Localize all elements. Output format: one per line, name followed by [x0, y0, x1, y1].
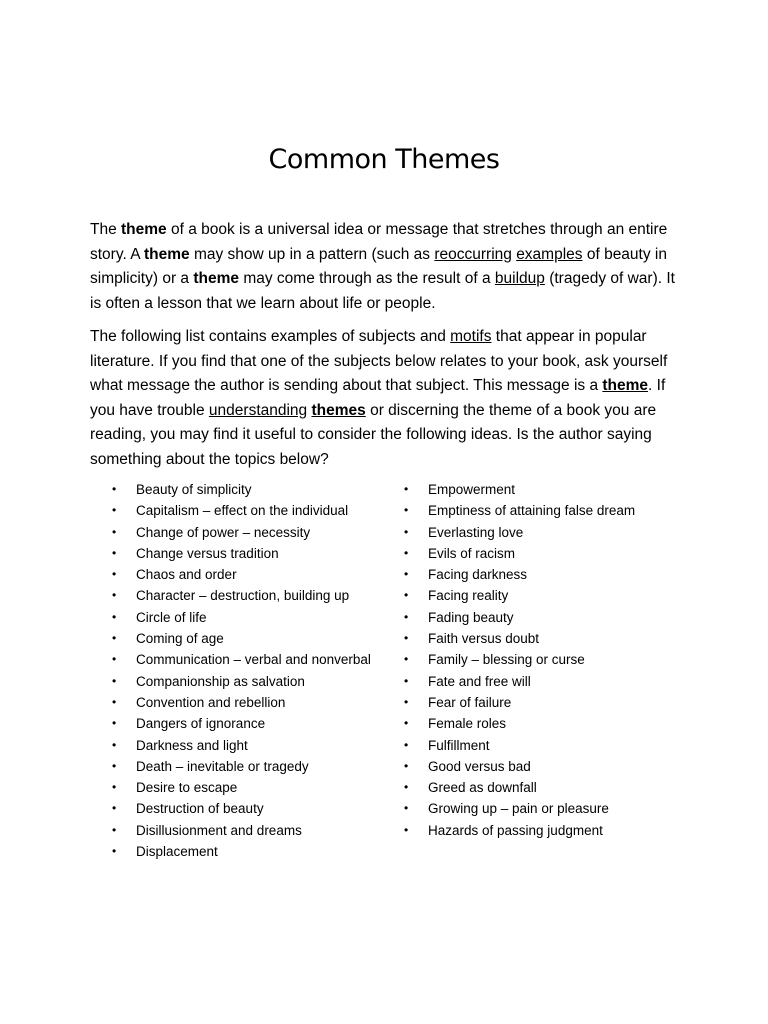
list-item-text: Fear of failure	[428, 694, 512, 710]
bullet-icon: •	[404, 780, 409, 795]
list-item	[112, 841, 371, 862]
list-item	[112, 713, 371, 734]
list-item-text: Empowerment	[428, 482, 516, 497]
list-item	[404, 713, 635, 734]
list-item	[112, 649, 371, 670]
list-item-text: Convention and rebellion	[136, 694, 286, 710]
list-item	[112, 777, 371, 798]
list-item-text: Disillusionment and dreams	[136, 822, 302, 838]
intro-paragraph: The theme of a book is a universal idea or message that stretches through an entire story. A theme may show up in a pattern (such as reoccurring examples of beauty in simplicity) or a theme may come through as the result of a buildup (tragedy of war). It is often a lesson that we learn about life or people.	[90, 221, 675, 312]
bullet-icon: •	[112, 609, 117, 624]
bullet-icon: •	[112, 694, 117, 709]
list-item	[112, 479, 371, 500]
list-item-text: Female roles	[428, 716, 507, 732]
list-item-text: Greed as downfall	[428, 780, 537, 796]
list-item	[404, 543, 635, 564]
list-item	[404, 564, 635, 585]
bullet-icon: •	[112, 567, 117, 582]
list-item-text: Companionship as salvation	[136, 673, 305, 689]
bullet-icon: •	[112, 482, 117, 496]
list-item-text: Circle of life	[136, 609, 207, 625]
bullet-icon: •	[404, 673, 409, 688]
list-item-text: Desire to escape	[136, 780, 238, 796]
list-item	[112, 756, 371, 777]
bullet-icon: •	[112, 652, 117, 667]
bullet-icon: •	[404, 609, 409, 624]
list-item	[404, 522, 635, 543]
list-item	[112, 500, 371, 521]
list-item	[404, 756, 635, 777]
bullet-icon: •	[404, 716, 409, 731]
list-item-text: Change of power – necessity	[136, 524, 311, 540]
list-item	[112, 564, 371, 585]
list-item	[404, 671, 635, 692]
bullet-icon: •	[404, 482, 409, 496]
list-item	[112, 671, 371, 692]
list-item	[112, 735, 371, 756]
bullet-icon: •	[112, 588, 117, 603]
bullet-icon: •	[404, 524, 409, 539]
list-item-text: Emptiness of attaining false dream	[428, 503, 636, 519]
bullet-icon: •	[404, 503, 409, 518]
list-item-text: Chaos and order	[136, 567, 237, 583]
bullet-icon: •	[112, 716, 117, 731]
list-item	[112, 543, 371, 564]
bullet-icon: •	[404, 801, 409, 816]
bullet-icon: •	[404, 822, 409, 837]
list-item	[404, 820, 635, 841]
bullet-icon: •	[112, 631, 117, 646]
list-item-text: Beauty of simplicity	[136, 482, 252, 497]
list-item	[404, 628, 635, 649]
bullet-icon: •	[112, 524, 117, 539]
list-item	[404, 479, 635, 500]
themes-list-right	[404, 479, 635, 841]
list-item	[404, 777, 635, 798]
list-item	[404, 500, 635, 521]
list-item	[404, 735, 635, 756]
list-item-text: Fading beauty	[428, 609, 514, 625]
page-title: Common Themes	[268, 144, 500, 175]
list-item-text: Everlasting love	[428, 524, 524, 540]
bullet-icon: •	[112, 801, 117, 816]
bullet-icon: •	[112, 822, 117, 837]
list-item	[404, 649, 635, 670]
list-item-text: Facing reality	[428, 588, 509, 604]
list-item-text: Darkness and light	[136, 737, 248, 753]
list-item	[112, 628, 371, 649]
list-item-text: Growing up – pain or pleasure	[428, 801, 609, 817]
bullet-icon: •	[404, 567, 409, 582]
bullet-icon: •	[404, 758, 409, 773]
list-item-text: Capitalism – effect on the individual	[136, 503, 349, 519]
list-item-text: Displacement	[136, 844, 218, 860]
list-item-text: Fulfillment	[428, 737, 490, 753]
list-item-text: Evils of racism	[428, 545, 516, 561]
list-item-text: Hazards of passing judgment	[428, 822, 603, 838]
list-item	[112, 585, 371, 606]
bullet-icon: •	[112, 503, 117, 518]
list-item	[404, 692, 635, 713]
list-item-text: Dangers of ignorance	[136, 716, 266, 732]
bullet-icon: •	[404, 737, 409, 752]
list-item	[112, 607, 371, 628]
bullet-icon: •	[112, 545, 117, 560]
bullet-icon: •	[112, 844, 117, 859]
list-item-text: Coming of age	[136, 631, 224, 647]
list-item-text: Change versus tradition	[136, 545, 279, 561]
list-intro-paragraph: The following list contains examples of subjects and motifs that appear in popular literature. If you find that one of the subjects below relates to your book, ask yourself what message the author is sending about that subject. This message is a theme. If you have trouble understanding themes or discerning the theme of a book you are reading, you may find it useful to consider the following ideas. Is the author saying something about the topics below?	[90, 328, 668, 468]
bullet-icon: •	[404, 545, 409, 560]
bullet-icon: •	[404, 588, 409, 603]
list-item-text: Family – blessing or curse	[428, 652, 585, 668]
list-item	[112, 798, 371, 819]
list-item-text: Good versus bad	[428, 758, 531, 774]
bullet-icon: •	[112, 758, 117, 773]
bullet-icon: •	[112, 673, 117, 688]
list-item	[404, 607, 635, 628]
list-item-text: Communication – verbal and nonverbal	[136, 652, 371, 668]
list-item-text: Destruction of beauty	[136, 801, 264, 817]
list-item	[404, 585, 635, 606]
bullet-icon: •	[112, 780, 117, 795]
bullet-icon: •	[404, 631, 409, 646]
bullet-icon: •	[404, 694, 409, 709]
list-item	[112, 820, 371, 841]
bullet-icon: •	[112, 737, 117, 752]
list-item	[112, 522, 371, 543]
list-item	[404, 798, 635, 819]
list-item-text: Death – inevitable or tragedy	[136, 758, 309, 774]
list-item-text: Faith versus doubt	[428, 631, 540, 647]
themes-list-left	[112, 479, 371, 862]
list-item	[112, 692, 371, 713]
list-item-text: Character – destruction, building up	[136, 588, 350, 604]
bullet-icon: •	[404, 652, 409, 667]
list-item-text: Facing darkness	[428, 567, 528, 583]
list-item-text: Fate and free will	[428, 673, 531, 689]
